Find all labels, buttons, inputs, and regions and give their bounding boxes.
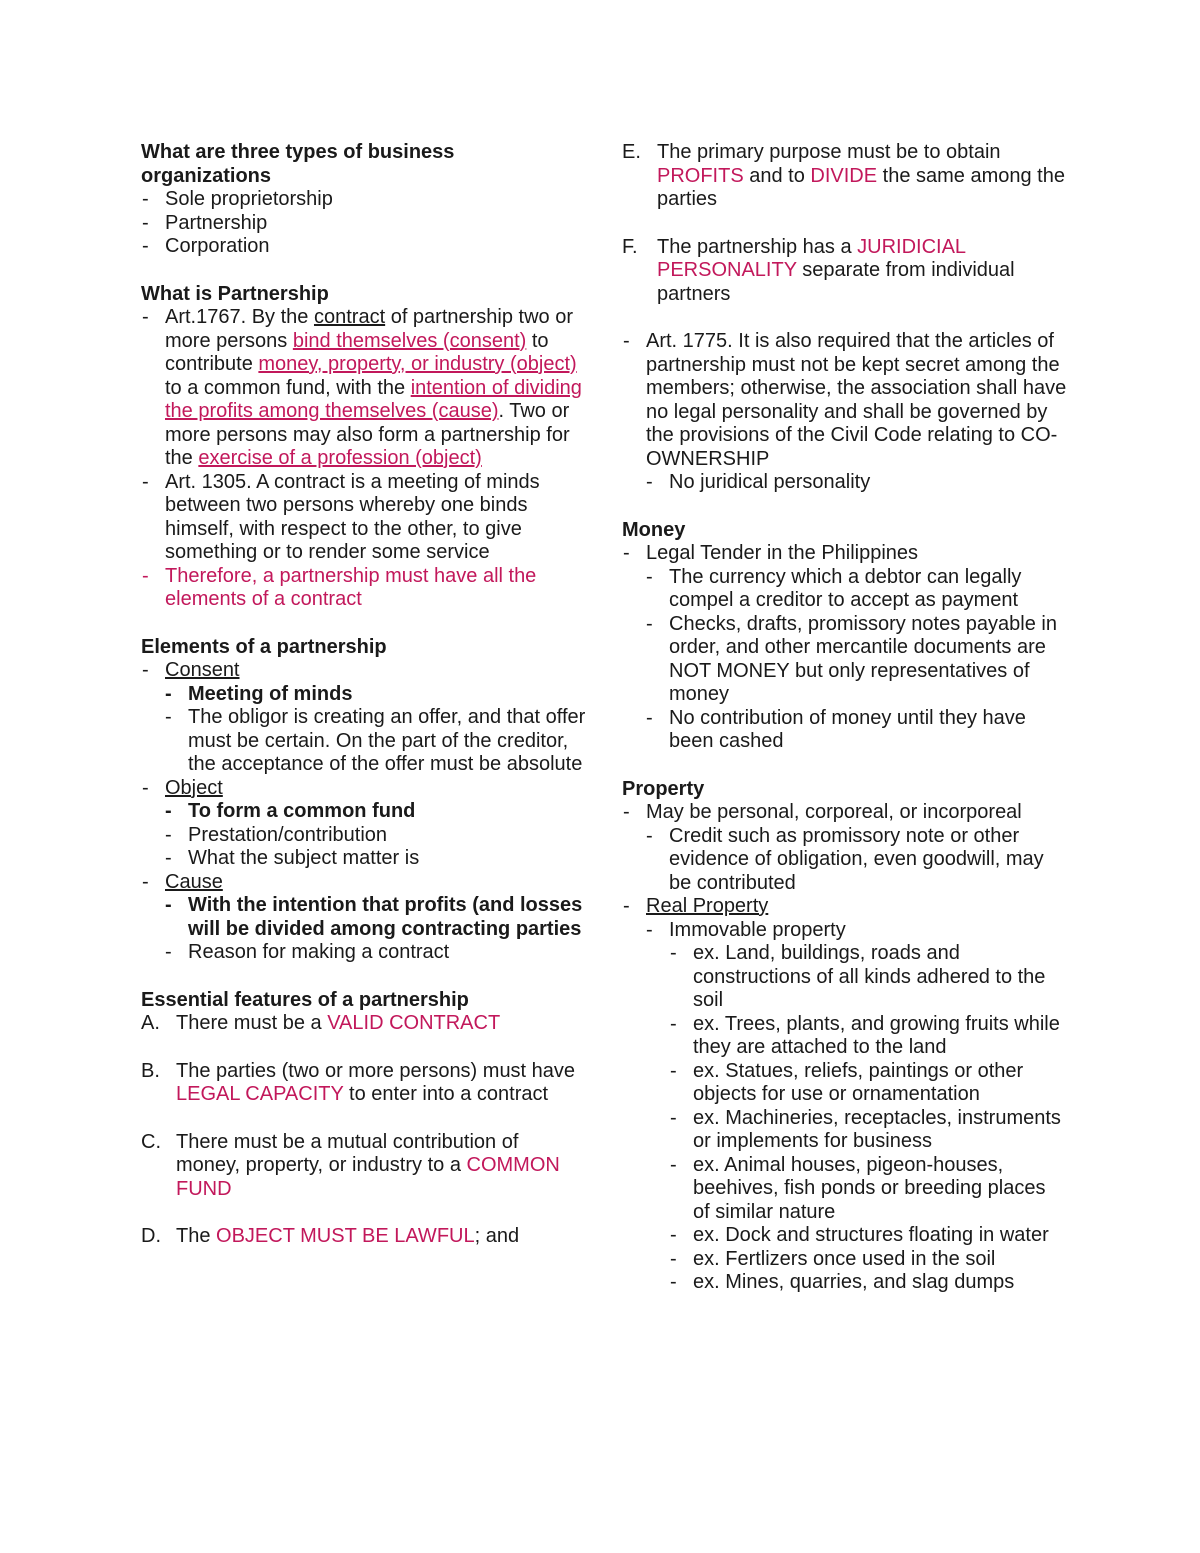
therefore-note: - Therefore, a partnership must have all the elements of a contract (141, 565, 586, 612)
list-item: - ex. Dock and structures floating in water (622, 1224, 1067, 1248)
list-item: - Corporation (141, 235, 586, 259)
element-object: - Object (141, 777, 586, 801)
list-item: - Partnership (141, 212, 586, 236)
feature-d: D. The OBJECT MUST BE LAWFUL; and (141, 1225, 520, 1247)
list-item: - Meeting of minds (141, 683, 586, 707)
list-item: - Sole proprietorship (141, 188, 586, 212)
heading-property: Property (622, 777, 705, 800)
heading-what-is-partnership: What is Partnership (141, 282, 329, 305)
feature-e: E. The primary purpose must be to obtain PROFITS and to DIVIDE the same among the parties (622, 141, 1065, 210)
list-item: - ex. Animal houses, pigeon-houses, beehives, fish ponds or breeding places of similar nature (622, 1154, 1067, 1225)
list-item: - Prestation/contribution (141, 824, 586, 848)
list-item: - Immovable property (622, 919, 1067, 943)
list-item: - With the intention that profits (and losses will be divided among contracting parties (141, 894, 586, 941)
heading-elements-of-partnership: Elements of a partnership (141, 635, 387, 658)
feature-c: C. There must be a mutual contribution of money, property, or industry to a COMMON FUND (141, 1130, 560, 1200)
feature-a: A. There must be a VALID CONTRACT (141, 1012, 501, 1034)
article-1775: - Art. 1775. It is also required that the articles of partnership must not be kept secret among the members; otherwise, the association shall have no legal personality and shall be governed by the provisions of the Civil Code relating to CO-OWNERSHIP (622, 330, 1067, 471)
element-cause: - Cause (141, 871, 586, 895)
list-item: - Credit such as promissory note or other evidence of obligation, even goodwill, may be contributed (622, 825, 1067, 896)
feature-f: F. The partnership has a JURIDICIAL PERSONALITY separate from individual partners (622, 235, 1015, 305)
element-consent: - Consent (141, 659, 586, 683)
list-item: - ex. Machineries, receptacles, instruments or implements for business (622, 1107, 1067, 1154)
list-item: - Checks, drafts, promissory notes payable in order, and other mercantile documents are NOT MONEY but only representatives of money (622, 613, 1067, 707)
right-column (622, 141, 1067, 1295)
list-item: - To form a common fund (141, 800, 586, 824)
heading-essential-features: Essential features of a partnership (141, 988, 469, 1011)
list-item: - May be personal, corporeal, or incorporeal (622, 801, 1067, 825)
list-item: - Reason for making a contract (141, 941, 586, 965)
article-1305: - Art. 1305. A contract is a meeting of minds between two persons whereby one binds himself, with respect to the other, to give something or to render some service (141, 471, 586, 565)
list-item: - ex. Mines, quarries, and slag dumps (622, 1271, 1067, 1295)
list-item: - No juridical personality (622, 471, 1067, 495)
article-1767: - Art.1767. By the contract of partnership two or more persons bind themselves (consent) to contribute money, property, or industry (object) to a common fund, with the intention of dividing the profits among themselves (cause). Two or more persons may also form a partnership for the exercise of a profession (object) (141, 306, 586, 471)
list-item: - ex. Trees, plants, and growing fruits while they are attached to the land (622, 1013, 1067, 1060)
list-item: - The currency which a debtor can legally compel a creditor to accept as payment (622, 566, 1067, 613)
feature-b: B. The parties (two or more persons) must have LEGAL CAPACITY to enter into a contract (141, 1059, 576, 1105)
list-item: - Legal Tender in the Philippines (622, 542, 1067, 566)
heading-money: Money (622, 518, 686, 541)
list-item: - What the subject matter is (141, 847, 586, 871)
list-item: - ex. Land, buildings, roads and constructions of all kinds adhered to the soil (622, 942, 1067, 1013)
list-item: - No contribution of money until they have been cashed (622, 707, 1067, 754)
list-item: - The obligor is creating an offer, and that offer must be certain. On the part of the creditor, the acceptance of the offer must be absolute (141, 706, 586, 777)
list-item: - ex. Statues, reliefs, paintings or other objects for use or ornamentation (622, 1060, 1067, 1107)
real-property: - Real Property (622, 895, 1067, 919)
list-item: - ex. Fertlizers once used in the soil (622, 1248, 1067, 1272)
heading-business-organizations: What are three types of business organizations (141, 141, 455, 187)
left-column (141, 141, 586, 1249)
